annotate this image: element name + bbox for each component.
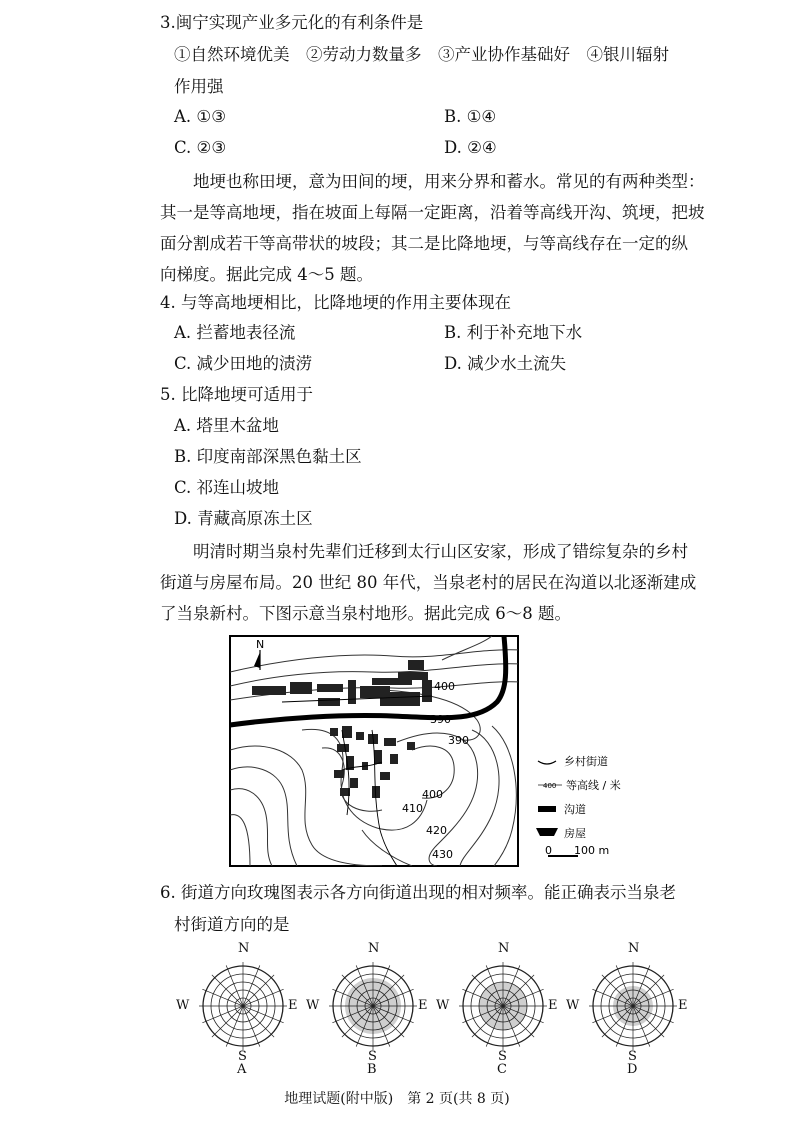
passage-2-line: 街道与房屋布局。20 世纪 80 年代，当泉老村的居民在沟道以北逐渐建成	[160, 573, 697, 592]
rose-option-label: A	[237, 1062, 247, 1077]
q4-option-d: D. 减少水土流失	[444, 354, 567, 373]
rose-east-label: E	[678, 998, 688, 1013]
rose-diagrams	[0, 941, 794, 1077]
rose-east-label: E	[418, 998, 428, 1013]
rose-west-label: W	[566, 998, 580, 1013]
q5-stem: 5. 比降地埂可适用于	[160, 385, 313, 404]
contour-label: 430	[432, 848, 453, 861]
rose-chart	[318, 951, 428, 1061]
legend-gully-label: 沟道	[564, 803, 586, 816]
q4-option-a: A. 拦蓄地表径流	[174, 323, 296, 342]
passage-2-line: 了当泉新村。下图示意当泉村地形。据此完成 6～8 题。	[160, 604, 571, 623]
rose-diagram	[566, 941, 688, 1077]
passage-2	[160, 536, 696, 629]
page-footer: 地理试题(附中版) 第 2 页(共 8 页)	[284, 1091, 510, 1107]
q3-option-b: B. ①④	[444, 107, 497, 126]
legend-contour-sample: 400	[543, 782, 557, 790]
q3-option-d: D. ②④	[444, 138, 497, 157]
q3-option-c: C. ②③	[174, 138, 227, 157]
rose-chart	[188, 951, 298, 1061]
rose-south-label: S	[628, 1049, 637, 1064]
legend-street-symbol	[538, 761, 556, 764]
scale-length: 100 m	[574, 844, 610, 857]
contour-label: 420	[426, 824, 447, 837]
rose-west-label: W	[176, 998, 190, 1013]
q4-stem: 4. 与等高地埂相比，比降地埂的作用主要体现在	[160, 293, 511, 312]
passage-1	[160, 166, 705, 290]
legend-gully-symbol	[538, 806, 556, 812]
legend-contour-label: 等高线 / 米	[566, 779, 621, 792]
rose-south-label: S	[498, 1049, 507, 1064]
q3-option-a: A. ①③	[174, 107, 226, 126]
rose-north-label: N	[238, 941, 250, 956]
legend-house-label: 房屋	[564, 827, 586, 840]
rose-south-label: S	[238, 1049, 247, 1064]
rose-north-label: N	[498, 941, 510, 956]
q3-options-line2: 作用强	[174, 77, 224, 96]
rose-east-label: E	[288, 998, 298, 1013]
contour-label: 390	[448, 734, 469, 747]
rose-south-label: S	[368, 1049, 377, 1064]
q5-option-a: A. 塔里木盆地	[174, 416, 279, 435]
contour-label: 390	[430, 713, 451, 726]
q3-stem: 3.闽宁实现产业多元化的有利条件是	[160, 13, 424, 32]
passage-2-line: 明清时期当泉村先辈们迁移到太行山区安家，形成了错综复杂的乡村	[193, 542, 688, 561]
rose-chart	[448, 951, 558, 1061]
north-label: N	[256, 638, 265, 651]
rose-east-label: E	[548, 998, 558, 1013]
passage-1-line: 地埂也称田埂，意为田间的埂，用来分界和蓄水。常见的有两种类型：	[193, 172, 705, 191]
scale-zero: 0	[545, 844, 552, 857]
q3-options-line1: ①自然环境优美 ②劳动力数量多 ③产业协作基础好 ④银川辐射	[174, 45, 669, 64]
contour-label: 410	[402, 802, 423, 815]
rose-diagram	[436, 941, 558, 1077]
passage-1-line: 向梯度。据此完成 4～5 题。	[160, 265, 373, 284]
rose-option-label: D	[627, 1062, 638, 1077]
q5-option-d: D. 青藏高原冻土区	[174, 509, 313, 528]
q6-stem-line1: 6. 街道方向玫瑰图表示各方向街道出现的相对频率。能正确表示当泉老	[160, 883, 676, 902]
q5-option-b: B. 印度南部深黑色黏土区	[174, 447, 362, 466]
rose-west-label: W	[436, 998, 450, 1013]
rose-chart	[578, 951, 688, 1061]
passage-1-line: 其一是等高地埂，指在坡面上每隔一定距离，沿着等高线开沟、筑埂，把坡	[160, 203, 705, 222]
legend-street-label: 乡村街道	[564, 755, 608, 768]
q5-option-c: C. 祁连山坡地	[174, 478, 280, 497]
village-terrain-map	[222, 630, 702, 870]
q4-option-c: C. 减少田地的渍涝	[174, 354, 313, 373]
contour-label: 400	[422, 788, 443, 801]
rose-north-label: N	[368, 941, 380, 956]
rose-west-label: W	[306, 998, 320, 1013]
q6-stem-line2: 村街道方向的是	[174, 915, 290, 934]
rose-option-label: B	[367, 1062, 377, 1077]
passage-1-line: 面分割成若干等高带状的坡段；其二是比降地埂，与等高线存在一定的纵	[160, 234, 688, 253]
map-legend	[536, 754, 621, 857]
legend-house-symbol	[536, 828, 558, 836]
rose-diagram	[176, 941, 298, 1077]
rose-option-label: C	[497, 1062, 507, 1077]
rose-north-label: N	[628, 941, 640, 956]
contour-label: 400	[434, 680, 455, 693]
q4-option-b: B. 利于补充地下水	[444, 323, 583, 342]
rose-diagram	[306, 941, 428, 1077]
